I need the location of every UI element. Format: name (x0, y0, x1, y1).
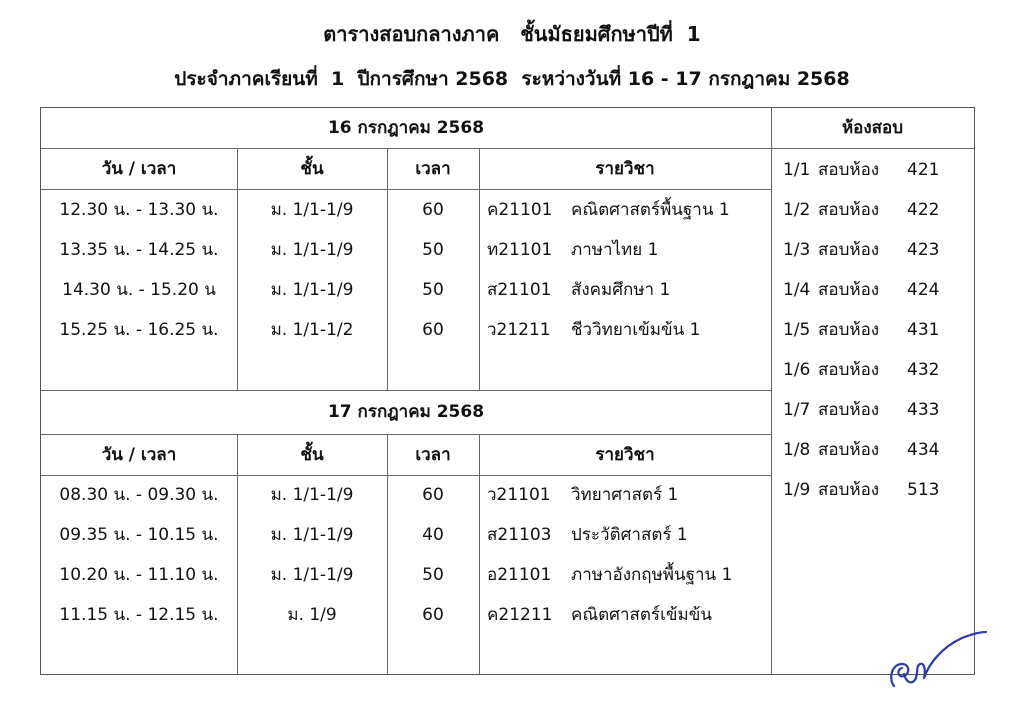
col-header-time: วัน / เวลา (101, 159, 177, 179)
row-subject: ภาษาอังกฤษพื้นฐาน 1 (571, 565, 733, 585)
room-label: สอบห้อง (818, 400, 880, 420)
rooms-header: ห้องสอบ (841, 118, 904, 138)
row-time: 15.25 น. - 16.25 น. (59, 320, 219, 340)
col-header-minutes: เวลา (415, 159, 451, 179)
room-number: 433 (907, 400, 940, 420)
signature (880, 626, 990, 696)
row-level: ม. 1/9 (287, 605, 337, 625)
row-code: อ21101 (487, 565, 552, 585)
row-code: ค21101 (487, 200, 553, 220)
schedule-table (40, 107, 975, 675)
room-label: สอบห้อง (818, 200, 880, 220)
room-class: 1/1 (783, 160, 811, 180)
row-minutes: 60 (422, 200, 444, 220)
row-minutes: 50 (422, 240, 444, 260)
row-subject: สังคมศึกษา 1 (571, 280, 671, 300)
col-header-subject: รายวิชา (595, 159, 655, 179)
col-header-level: ชั้น (300, 159, 324, 179)
room-label: สอบห้อง (818, 240, 880, 260)
row-minutes: 40 (422, 525, 444, 545)
row-level: ม. 1/1-1/9 (270, 565, 354, 585)
col-header-subject: รายวิชา (595, 445, 655, 465)
room-number: 434 (907, 440, 940, 460)
day-2-date: 17 กรกฎาคม 2568 (327, 402, 485, 422)
room-class: 1/3 (783, 240, 811, 260)
row-code: ท21101 (487, 240, 553, 260)
day-1-date: 16 กรกฎาคม 2568 (327, 118, 485, 138)
row-subject: วิทยาศาสตร์ 1 (571, 485, 679, 505)
row-level: ม. 1/1-1/9 (270, 525, 354, 545)
row-code: ส21103 (487, 525, 552, 545)
room-class: 1/5 (783, 320, 811, 340)
room-number: 424 (907, 280, 940, 300)
room-class: 1/9 (783, 480, 811, 500)
col-header-level: ชั้น (300, 445, 324, 465)
room-class: 1/2 (783, 200, 811, 220)
col-header-minutes: เวลา (415, 445, 451, 465)
room-number: 513 (907, 480, 940, 500)
row-minutes: 60 (422, 605, 444, 625)
row-time: 13.35 น. - 14.25 น. (59, 240, 219, 260)
room-class: 1/7 (783, 400, 811, 420)
room-number: 421 (907, 160, 940, 180)
row-level: ม. 1/1-1/2 (270, 320, 354, 340)
row-level: ม. 1/1-1/9 (270, 240, 354, 260)
row-subject: ประวัติศาสตร์ 1 (571, 525, 688, 545)
room-number: 432 (907, 360, 940, 380)
room-label: สอบห้อง (818, 480, 880, 500)
row-time: 11.15 น. - 12.15 น. (59, 605, 219, 625)
room-label: สอบห้อง (818, 320, 880, 340)
col-header-time: วัน / เวลา (101, 445, 177, 465)
row-time: 14.30 น. - 15.20 น (62, 280, 216, 300)
row-minutes: 50 (422, 280, 444, 300)
room-class: 1/6 (783, 360, 811, 380)
room-class: 1/4 (783, 280, 811, 300)
row-subject: ชีววิทยาเข้มข้น 1 (571, 320, 701, 340)
page-title: ตารางสอบกลางภาค ชั้นมัธยมศึกษาปีที่ 1 (323, 22, 701, 46)
row-level: ม. 1/1-1/9 (270, 280, 354, 300)
row-minutes: 60 (422, 485, 444, 505)
row-subject: ภาษาไทย 1 (571, 240, 659, 260)
row-time: 10.20 น. - 11.10 น. (59, 565, 219, 585)
room-number: 422 (907, 200, 940, 220)
row-subject: คณิตศาสตร์พื้นฐาน 1 (571, 200, 730, 220)
row-code: ว21101 (487, 485, 551, 505)
room-number: 431 (907, 320, 940, 340)
row-time: 08.30 น. - 09.30 น. (59, 485, 219, 505)
row-minutes: 50 (422, 565, 444, 585)
row-time: 12.30 น. - 13.30 น. (59, 200, 219, 220)
row-subject: คณิตศาสตร์เข้มข้น (571, 605, 712, 625)
row-code: ค21211 (487, 605, 553, 625)
room-label: สอบห้อง (818, 160, 880, 180)
row-time: 09.35 น. - 10.15 น. (59, 525, 219, 545)
row-code: ว21211 (487, 320, 551, 340)
row-level: ม. 1/1-1/9 (270, 485, 354, 505)
room-number: 423 (907, 240, 940, 260)
page-subtitle: ประจำภาคเรียนที่ 1 ปีการศึกษา 2568 ระหว่างวันที่ 16 - 17 กรกฎาคม 2568 (174, 68, 850, 90)
row-minutes: 60 (422, 320, 444, 340)
room-label: สอบห้อง (818, 280, 880, 300)
room-label: สอบห้อง (818, 360, 880, 380)
row-level: ม. 1/1-1/9 (270, 200, 354, 220)
room-class: 1/8 (783, 440, 811, 460)
room-label: สอบห้อง (818, 440, 880, 460)
row-code: ส21101 (487, 280, 552, 300)
